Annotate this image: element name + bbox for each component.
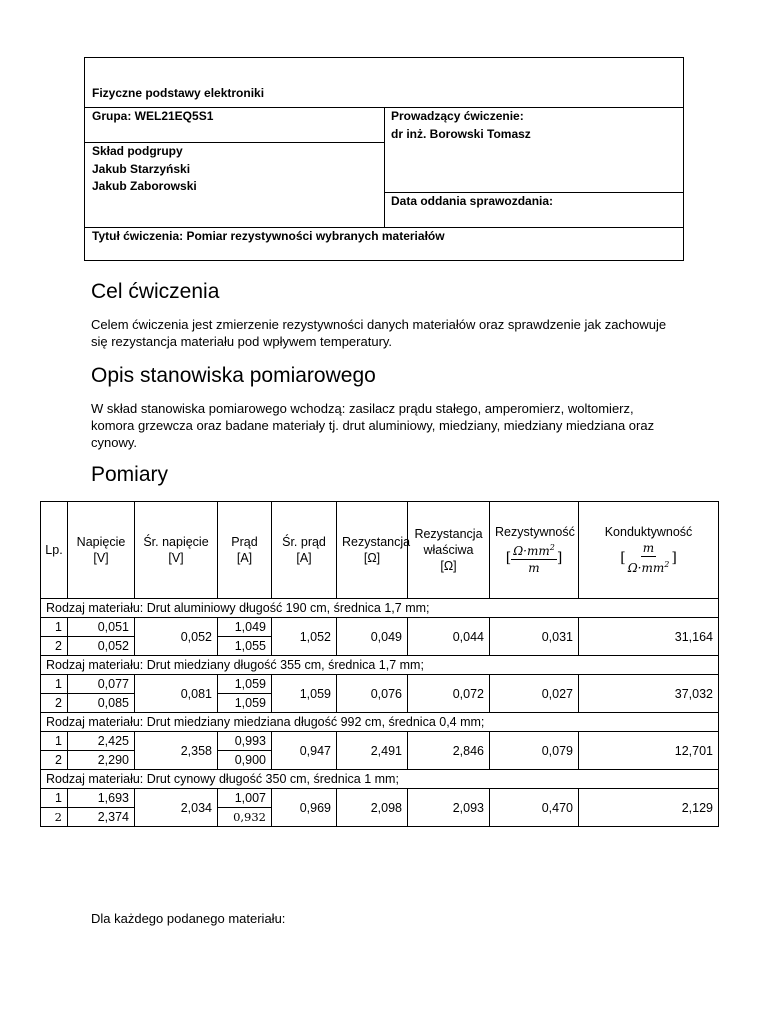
goal-text-line: Celem ćwiczenia jest zmierzenie rezystywności danych materiałów oraz sprawdzenie jak zachowuje: [91, 317, 667, 332]
cell-lp: 2: [41, 751, 68, 770]
cell-voltage: 0,085: [68, 694, 135, 713]
cell-resistivity: 0,079: [490, 732, 579, 770]
header-current: Prąd [A]: [218, 502, 272, 599]
cell-resistivity: 0,470: [490, 789, 579, 827]
group-label: Grupa: WEL21EQ5S1: [92, 109, 214, 123]
cell-avg-current: 0,969: [272, 789, 337, 827]
member-2: Jakub Zaborowski: [92, 179, 197, 193]
cell-voltage: 0,077: [68, 675, 135, 694]
header-conductivity: Konduktywność [ $\frac{m}{\Omega\cdot mm^2}$ ]: [579, 502, 719, 599]
material-description: Rodzaj materiału: Drut aluminiowy długość 190 cm, średnica 1,7 mm;: [41, 599, 719, 618]
cell-resistance: 0,049: [337, 618, 408, 656]
cell-resistivity: 0,031: [490, 618, 579, 656]
cell-conductivity: 2,129: [579, 789, 719, 827]
setup-text-line: W skład stanowiska pomiarowego wchodzą: zasilacz prądu stałego, amperomierz, woltomierz,: [91, 401, 634, 416]
cell-lp: 2: [41, 637, 68, 656]
header-box: [84, 57, 684, 261]
measurements-table: [40, 501, 719, 827]
cell-current: 1,007: [218, 789, 272, 808]
cell-avg-current: 1,052: [272, 618, 337, 656]
divider: [85, 142, 384, 143]
exercise-title: Tytuł ćwiczenia: Pomiar rezystywności wybranych materiałów: [92, 229, 445, 243]
cell-lp: 1: [41, 618, 68, 637]
cell-resistivity: 0,027: [490, 675, 579, 713]
cell-specific-resistance: 0,044: [408, 618, 490, 656]
header-lp: Lp.: [41, 502, 68, 599]
cell-resistance: 2,491: [337, 732, 408, 770]
material-row: [41, 656, 719, 675]
header-avg-current: Śr. prąd [A]: [272, 502, 337, 599]
cell-conductivity: 37,032: [579, 675, 719, 713]
cell-avg-voltage: 0,081: [135, 675, 218, 713]
table-row: [41, 618, 719, 637]
footer-text: Dla każdego podanego materiału:: [91, 911, 286, 926]
header-specific-resistance: Rezystancja właściwa [Ω]: [408, 502, 490, 599]
measurements-heading: Pomiary: [91, 463, 169, 486]
setup-heading: Opis stanowiska pomiarowego: [91, 364, 376, 387]
setup-text: [91, 400, 681, 451]
cell-current: 1,055: [218, 637, 272, 656]
cell-voltage: 2,425: [68, 732, 135, 751]
cell-resistance: 2,098: [337, 789, 408, 827]
cell-resistance: 0,076: [337, 675, 408, 713]
cell-lp: 1: [41, 675, 68, 694]
cell-lp: 2: [41, 808, 68, 827]
course-name: Fizyczne podstawy elektroniki: [92, 86, 265, 100]
table-row: [41, 675, 719, 694]
material-description: Rodzaj materiału: Drut cynowy długość 350 cm, średnica 1 mm;: [41, 770, 719, 789]
subgroup-label: Skład podgrupy: [92, 144, 183, 158]
cell-current: 1,059: [218, 675, 272, 694]
material-row: [41, 599, 719, 618]
material-row: [41, 770, 719, 789]
cell-specific-resistance: 2,093: [408, 789, 490, 827]
member-1: Jakub Starzyński: [92, 162, 191, 176]
cell-voltage: 0,052: [68, 637, 135, 656]
material-description: Rodzaj materiału: Drut miedziany miedziana długość 992 cm, średnica 0,4 mm;: [41, 713, 719, 732]
table-row: [41, 732, 719, 751]
resistivity-unit: $\frac{\Omega\cdot mm^2}{m}$: [511, 540, 557, 576]
cell-specific-resistance: 2,846: [408, 732, 490, 770]
cell-conductivity: 31,164: [579, 618, 719, 656]
cell-current: 0,900: [218, 751, 272, 770]
setup-text-line: komora grzewcza oraz badane materiały tj. drut aluminiowy, miedziany, miedziany miedziana oraz: [91, 418, 655, 433]
conductivity-unit: $\frac{m}{\Omega\cdot mm^2}$: [627, 541, 670, 575]
cell-lp: 2: [41, 694, 68, 713]
goal-heading: Cel ćwiczenia: [91, 280, 220, 303]
cell-avg-current: 1,059: [272, 675, 337, 713]
table-row: [41, 789, 719, 808]
cell-lp: 1: [41, 789, 68, 808]
material-row: [41, 713, 719, 732]
cell-voltage: 1,693: [68, 789, 135, 808]
cell-conductivity: 12,701: [579, 732, 719, 770]
cell-voltage: 2,290: [68, 751, 135, 770]
cell-specific-resistance: 0,072: [408, 675, 490, 713]
table-header-row: [41, 502, 719, 599]
header-resistivity: Rezystywność [ $\frac{\Omega\cdot mm^2}{m}$ ]: [490, 502, 579, 599]
cell-current: 0,932: [218, 808, 272, 827]
material-description: Rodzaj materiału: Drut miedziany długość 355 cm, średnica 1,7 mm;: [41, 656, 719, 675]
cell-voltage: 0,051: [68, 618, 135, 637]
setup-text-line: cynowy.: [91, 435, 137, 450]
cell-avg-voltage: 0,052: [135, 618, 218, 656]
header-voltage: Napięcie [V]: [68, 502, 135, 599]
divider: [384, 107, 385, 227]
cell-voltage: 2,374: [68, 808, 135, 827]
cell-current: 0,993: [218, 732, 272, 751]
divider: [85, 227, 683, 228]
cell-lp: 1: [41, 732, 68, 751]
instructor-label: Prowadzący ćwiczenie:: [391, 109, 524, 123]
cell-avg-current: 0,947: [272, 732, 337, 770]
submission-date-label: Data oddania sprawozdania:: [391, 194, 554, 208]
header-avg-voltage: Śr. napięcie [V]: [135, 502, 218, 599]
goal-text-line: się rezystancja materiału pod wpływem temperatury.: [91, 334, 393, 349]
divider: [384, 192, 683, 193]
cell-current: 1,049: [218, 618, 272, 637]
cell-current: 1,059: [218, 694, 272, 713]
cell-avg-voltage: 2,358: [135, 732, 218, 770]
cell-avg-voltage: 2,034: [135, 789, 218, 827]
goal-text: [91, 316, 681, 350]
instructor-name: dr inż. Borowski Tomasz: [391, 127, 531, 141]
header-resistance: Rezystancja [Ω]: [337, 502, 408, 599]
